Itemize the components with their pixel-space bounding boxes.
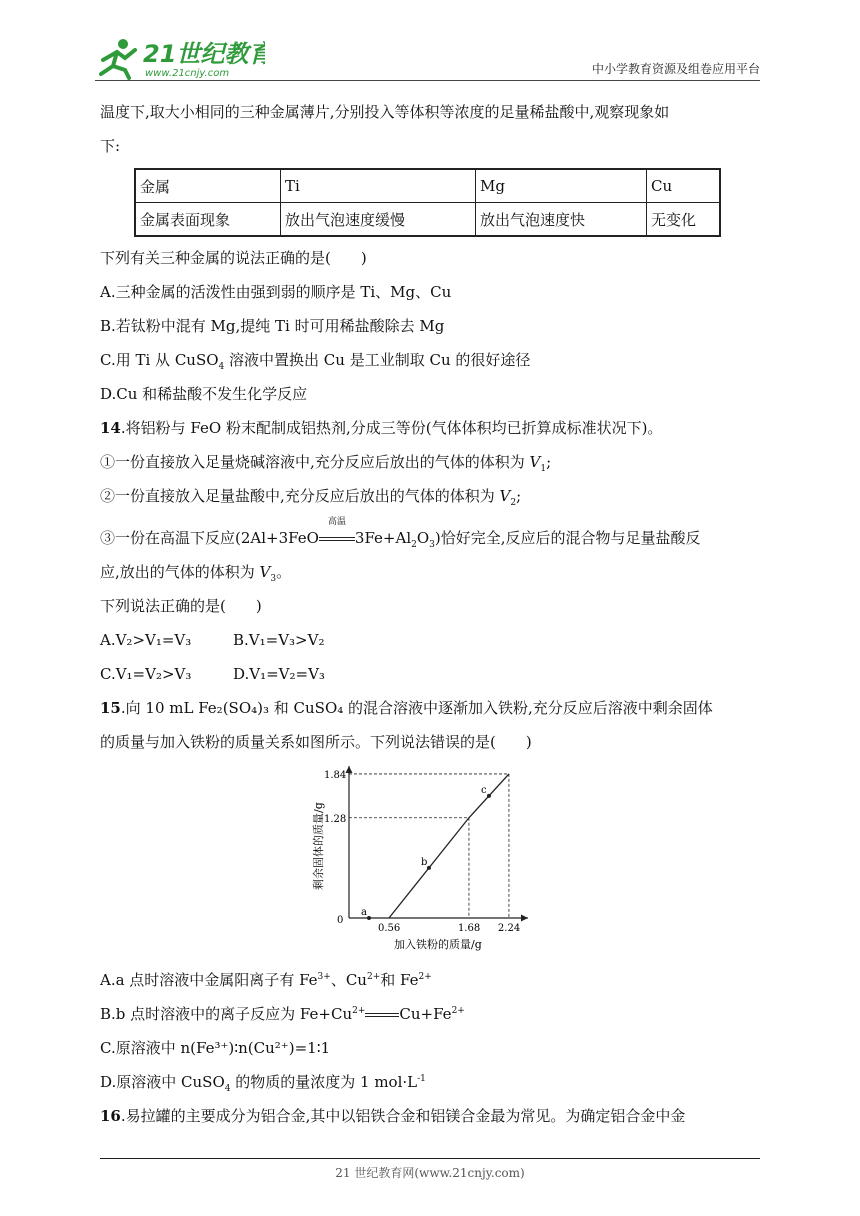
q14-option-c: C.V₁=V₂>V₃: [100, 665, 192, 683]
q14-option-a: A.V₂>V₁=V₃: [100, 631, 192, 649]
header-divider: [95, 80, 760, 81]
point-label-c: c: [480, 784, 487, 796]
equals-sign: [365, 1013, 399, 1017]
point-label-a: a: [360, 907, 367, 918]
table-cell: 无变化: [647, 203, 721, 237]
table-cell: Cu: [647, 169, 721, 203]
q13-intro-line2: 下:: [100, 137, 121, 155]
logo-runner-icon: [95, 36, 265, 80]
table-cell: Mg: [476, 169, 647, 203]
x-tick-label: 0.56: [377, 923, 401, 934]
q13-intro-line1: 温度下,取大小相同的三种金属薄片,分别投入等体积等浓度的足量稀盐酸中,观察现象如: [100, 103, 670, 121]
metal-table: [134, 168, 721, 237]
x-axis-label: 加入铁粉的质量/g: [394, 938, 482, 951]
logo-url-text: www.21cnjy.com: [145, 68, 230, 79]
logo-text: 21世纪教育: [143, 40, 265, 68]
series-line: [389, 774, 509, 918]
chart-svg: [306, 762, 536, 954]
point-label-b: b: [420, 856, 428, 868]
q15-line1: 15.向 10 mL Fe₂(SO₄)₃ 和 CuSO₄ 的混合溶液中逐渐加入铁粉,充分反应后溶液中剩余固体: [100, 699, 713, 717]
data-point-c: [487, 794, 491, 798]
question-number: 15: [100, 699, 121, 717]
page-footer: 21 世纪教育网(www.21cnjy.com): [335, 1166, 525, 1180]
y-tick-label: 1.28: [324, 813, 347, 825]
q14-item1: ①一份直接放入足量烧碱溶液中,充分反应后放出的气体的体积为 $V_1$;: [100, 453, 552, 474]
q15-line2: 的质量与加入铁粉的质量关系如图所示。下列说法错误的是( ): [100, 733, 532, 751]
q14-item2: ②一份直接放入足量盐酸中,充分反应后放出的气体的体积为 $V_2$;: [100, 487, 522, 508]
q13-option-d: D.Cu 和稀盐酸不发生化学反应: [100, 385, 308, 403]
table-row: [135, 203, 720, 237]
reaction-condition-arrow: 高温: [319, 528, 355, 548]
table-row: [135, 169, 720, 203]
q13-option-b: B.若钛粉中混有 Mg,提纯 Ti 时可用稀盐酸除去 Mg: [100, 317, 445, 335]
site-logo[interactable]: [95, 36, 265, 80]
x-tick-label: 2.24: [497, 923, 521, 934]
q14-option-b: B.V₁=V₃>V₂: [233, 631, 325, 649]
q15-option-d: D.原溶液中 CuSO$_4$ 的物质的量浓度为 1 $mol\cdot L^{-1}$: [100, 1073, 426, 1094]
x-tick-label: 1.68: [457, 923, 481, 934]
q15-option-a: A.a 点时溶液中金属阳离子有 $Fe^{3+}$、$Cu^{2+}$和 $Fe^{2+}$: [100, 971, 432, 989]
iron-powder-chart: [306, 762, 536, 954]
q14-stem: 14.将铝粉与 FeO 粉末配制成铝热剂,分成三等份(气体体积均已折算成标准状况下)。: [100, 419, 663, 437]
q15-option-c: C.原溶液中 n(Fe³⁺)∶n(Cu²⁺)=1∶1: [100, 1039, 331, 1057]
table-cell: 金属表面现象: [135, 203, 281, 237]
table-cell: 放出气泡速度快: [476, 203, 647, 237]
y-axis-label: 剩余固体的质量/g: [312, 802, 325, 890]
table-cell: 放出气泡速度缓慢: [281, 203, 476, 237]
question-number: 16: [100, 1107, 121, 1125]
y-tick-label: 1.84: [324, 769, 347, 781]
q15-option-b: B.b 点时溶液中的离子反应为 $Fe+Cu^{2+}$ $Cu+Fe^{2+}$: [100, 1005, 465, 1023]
site-name: 中小学教育资源及组卷应用平台: [591, 62, 760, 76]
q16-line1: 16.易拉罐的主要成分为铝合金,其中以铝铁合金和铝镁合金最为常见。为确定铝合金中金: [100, 1107, 686, 1125]
table-cell: 金属: [135, 169, 281, 203]
footer-divider: [100, 1158, 760, 1159]
q14-option-d: D.V₁=V₂=V₃: [233, 665, 325, 683]
data-point-a: [367, 916, 371, 920]
q13-option-a: A.三种金属的活泼性由强到弱的顺序是 Ti、Mg、Cu: [100, 283, 452, 301]
question-number: 14: [100, 419, 121, 437]
origin-label: 0: [337, 915, 344, 926]
q13-option-c: C.用 Ti 从 CuSO$_4$ 溶液中置换出 Cu 是工业制取 Cu 的很好途径: [100, 351, 531, 372]
q13-stem: 下列有关三种金属的说法正确的是( ): [100, 249, 367, 267]
q14-item3-line2: 应,放出的气体的体积为 $V_3$。: [100, 563, 292, 584]
table-cell: Ti: [281, 169, 476, 203]
page-header: [95, 36, 760, 80]
data-point-b: [427, 866, 431, 870]
q14-ask: 下列说法正确的是( ): [100, 597, 262, 615]
q14-item3: ③一份在高温下反应(2Al+3FeO 高温 $3Fe+Al_2O_3$)恰好完全,反应后的混合物与足量盐酸反: [100, 517, 701, 550]
